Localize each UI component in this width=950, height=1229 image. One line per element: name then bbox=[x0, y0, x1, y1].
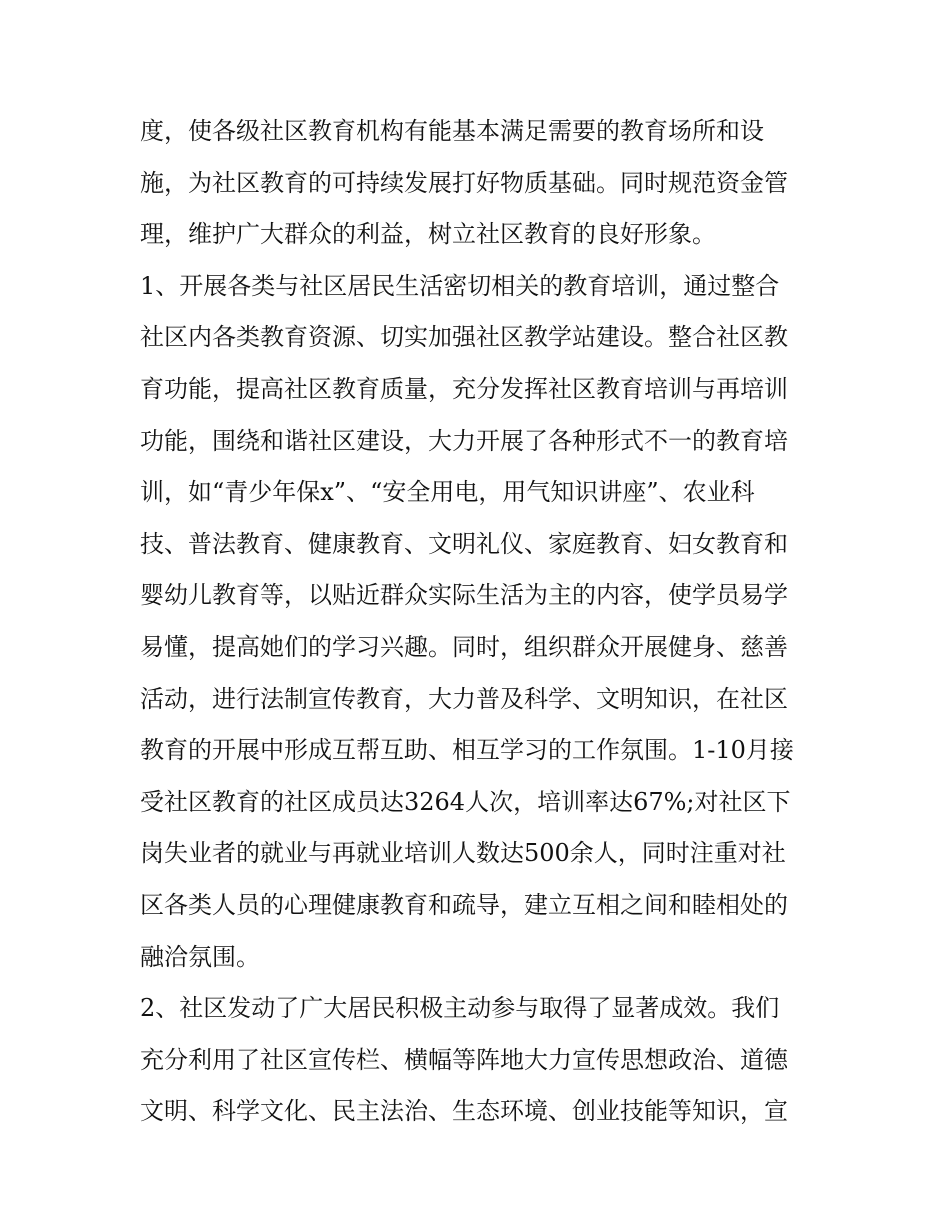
text-line: 功能，围绕和谐社区建设，大力开展了各种形式不一的教育培 bbox=[140, 426, 788, 455]
text-line: 易懂，提高她们的学习兴趣。同时，组织群众开展健身、慈善 bbox=[140, 632, 788, 661]
text-line: 教育的开展中形成互帮互助、相互学习的工作氛围。1-10月接 bbox=[140, 736, 794, 765]
text-line: 岗失业者的就业与再就业培训人数达500余人，同时注重对社 bbox=[140, 839, 786, 868]
text-line: 社区内各类教育资源、切实加强社区教学站建设。整合社区教 bbox=[140, 323, 788, 352]
text-line: 区各类人员的心理健康教育和疏导，建立互相之间和睦相处的 bbox=[140, 890, 788, 919]
text-line: 训，如“青少年保x”、“安全用电，用气知识讲座”、农业科 bbox=[140, 478, 755, 507]
body-text bbox=[140, 106, 816, 1138]
text-line: 理，维护广大群众的利益，树立社区教育的良好形象。 bbox=[140, 220, 716, 249]
text-line: 施，为社区教育的可持续发展打好物质基础。同时规范资金管 bbox=[140, 168, 788, 197]
text-line: 文明、科学文化、民主法治、生态环境、创业技能等知识，宣 bbox=[140, 1097, 788, 1126]
text-line: 技、普法教育、健康教育、文明礼仪、家庭教育、妇女教育和 bbox=[140, 529, 788, 558]
text-line: 育功能，提高社区教育质量，充分发挥社区教育培训与再培训 bbox=[140, 374, 788, 403]
text-line: 度，使各级社区教育机构有能基本满足需要的教育场所和设 bbox=[140, 117, 764, 145]
text-line: 婴幼儿教育等，以贴近群众实际生活为主的内容，使学员易学 bbox=[140, 581, 788, 610]
text-line: 融洽氛围。 bbox=[140, 942, 260, 971]
text-line: 2、社区发动了广大居民积极主动参与取得了显著成效。我们 bbox=[140, 994, 780, 1023]
text-line: 1、开展各类与社区居民生活密切相关的教育培训，通过整合 bbox=[140, 271, 780, 300]
text-line: 活动，进行法制宣传教育，大力普及科学、文明知识，在社区 bbox=[140, 684, 788, 713]
text-line: 充分利用了社区宣传栏、横幅等阵地大力宣传思想政治、道德 bbox=[140, 1045, 788, 1074]
text-line: 受社区教育的社区成员达3264人次，培训率达67%;对社区下 bbox=[140, 787, 791, 816]
